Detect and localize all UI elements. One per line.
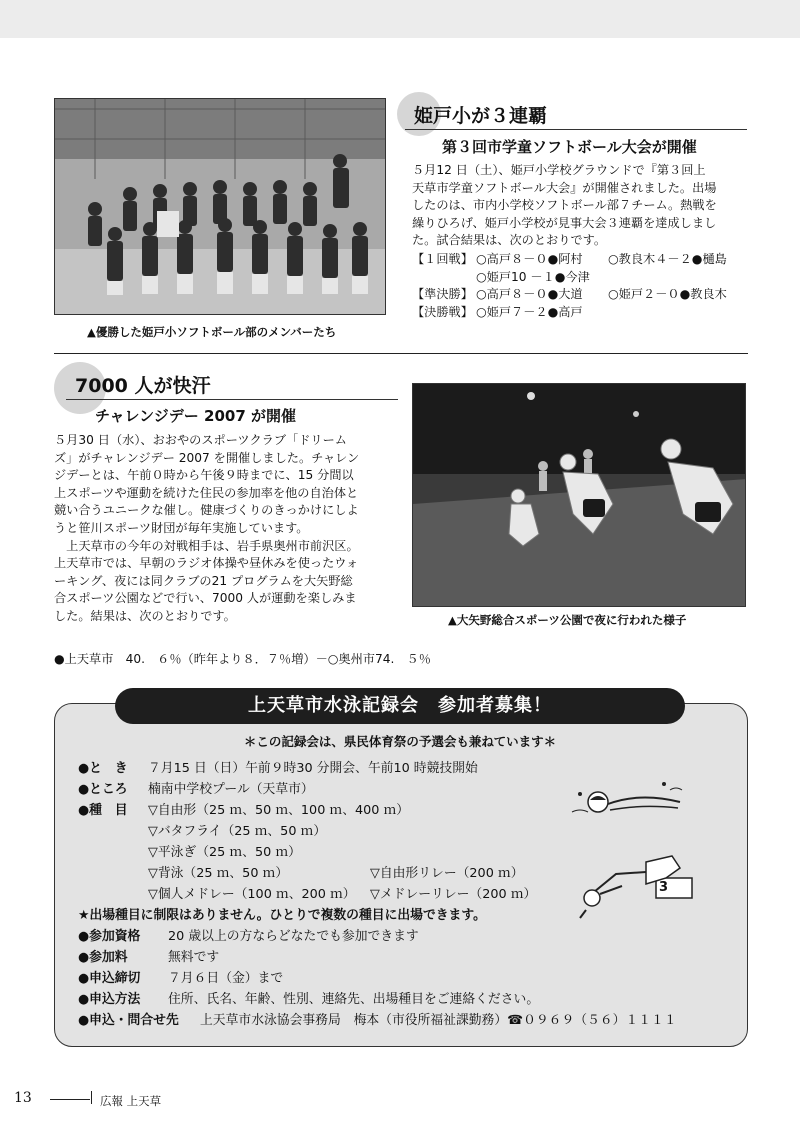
article1-body — [412, 162, 717, 250]
swim-row-value: 楠南中学校プール（天草市） — [148, 782, 314, 797]
article2-body-line: ーキング、夜には同クラブの21 プログラムを大矢野総 — [54, 573, 353, 588]
night-event-photo — [412, 383, 746, 607]
start-block-number: 3 — [659, 880, 669, 895]
swim-row-label: ●参加資格 — [78, 929, 141, 944]
footer-tick — [91, 1091, 92, 1104]
result-match: ○姫戸２－０●教良木 — [608, 287, 727, 302]
swim-row-value: ▽自由形リレー（200 ｍ） — [370, 866, 524, 881]
article1-title-rule — [405, 129, 747, 130]
top-band — [0, 0, 800, 38]
article2-body-line: 合スポーツ公園などで行い、7000 人が運動を楽しみま — [54, 591, 357, 606]
swim-title-banner: 上天草市水泳記録会 参加者募集！ — [115, 688, 685, 724]
swim-row-value: ▽個人メドレー（100 ｍ、200 ｍ） — [148, 887, 356, 902]
team-photo — [54, 98, 386, 315]
result-match: ○姫戸７－２●高戸 — [476, 304, 583, 319]
swim-row-value: ７月６日（金）まで — [168, 971, 284, 986]
article2-body-line: 上天草市の今年の対戦相手は、岩手県奥州市前沢区。 — [54, 538, 359, 553]
article2-body-line: した。結果は、次のとおりです。 — [54, 608, 236, 623]
result-round: 【１回戦】 — [412, 252, 473, 266]
footer-rule — [50, 1099, 90, 1100]
swim-row-label: ●と き — [78, 761, 128, 776]
result-match: ○姫戸10 －１●今津 — [476, 269, 590, 284]
swim-row-label: ●ところ — [78, 782, 128, 797]
article2-body-line: うと笹川スポーツ財団が毎年実施しています。 — [54, 520, 309, 535]
article1-body-line: 繰りひろげ、姫戸小学校が見事大会３連覇を達成しまし — [412, 215, 717, 230]
article1-body-line: 天草市学童ソフトボール大会』が開催されました。出場 — [412, 180, 717, 195]
article2-body — [54, 432, 359, 626]
result-row — [412, 286, 748, 304]
result-round: 【準決勝】 — [412, 287, 473, 302]
swim-row-value: ▽自由形（25 ｍ、50 ｍ、100 ｍ、400 ｍ） — [148, 803, 410, 818]
swim-note: ＊この記録会は、県民体育祭の予選会も兼ねています＊ — [243, 734, 557, 749]
result-round: 【決勝戦】 — [412, 304, 473, 319]
article2-body-line: ズ」がチャレンジデー 2007 を開催しました。チャレン — [54, 450, 360, 465]
article2-subtitle: チャレンジデー 2007 が開催 — [95, 407, 296, 425]
swim-row-value: ▽バタフライ（25 ｍ、50 ｍ） — [148, 824, 327, 839]
result-match: ○教良木４－２●樋島 — [608, 252, 727, 266]
diver-illustration — [576, 852, 701, 924]
swim-row-value: ▽メドレーリレー（200 ｍ） — [370, 887, 537, 902]
swim-row-label: ●参加料 — [78, 950, 128, 965]
article2-body-line: 上スポーツや運動を続けた住民の参加率を他の自治体と — [54, 485, 359, 500]
article1-body-line: た。試合結果は、次のとおりです。 — [412, 233, 607, 248]
swim-row-label: ●申込・問合せ先 — [78, 1013, 179, 1028]
page-number: 13 — [14, 1090, 32, 1106]
article1-body-line: ５月12 日（土）、姫戸小学校グラウンドで『第３回上 — [412, 163, 706, 177]
swim-row-value: ７月15 日（日）午前９時30 分開会、午前10 時競技開始 — [148, 761, 478, 776]
swim-row-label: ●申込締切 — [78, 971, 141, 986]
swim-row-value: 無料です — [168, 950, 220, 965]
article1-title: 姫戸小が３連覇 — [414, 105, 548, 127]
article2-body-line: ジデーとは、午前０時から午後９時までに、15 分間以 — [54, 468, 354, 483]
swim-row-label: ●申込方法 — [78, 992, 141, 1007]
article2-title: 7000 人が快汗 — [75, 375, 211, 397]
swim-row-value: ▽背泳（25 ｍ、50 ｍ） — [148, 866, 289, 881]
article2-body-line: 上天草市では、早朝のラジオ体操や昼休みを使ったウォ — [54, 556, 359, 571]
publication-label: 広報 上天草 — [100, 1094, 162, 1108]
article1-subtitle: 第３回市学童ソフトボール大会が開催 — [442, 138, 697, 156]
result-match: ○高戸８－０●阿村 — [476, 252, 583, 266]
result-row — [412, 304, 748, 322]
result-row — [412, 251, 748, 269]
section-divider — [54, 353, 748, 354]
article1-results — [412, 251, 748, 321]
team-photo-caption: ▲優勝した姫戸小ソフトボール部のメンバーたち — [87, 325, 337, 339]
swim-row-value: 上天草市水泳協会事務局 梅本（市役所福祉課勤務）☎０９６９（５６）１１１１ — [200, 1013, 677, 1028]
swim-notice: ★出場種目に制限はありません。ひとりで複数の種目に出場できます。 — [78, 908, 486, 923]
article1-body-line: したのは、市内小学校ソフトボール部７チーム。熱戦を — [412, 198, 717, 213]
swim-row-value: 20 歳以上の方ならどなたでも参加できます — [168, 929, 419, 944]
swim-row-value: ▽平泳ぎ（25 ｍ、50 ｍ） — [148, 845, 301, 860]
article2-title-rule — [66, 399, 398, 400]
result-row — [412, 269, 748, 287]
article2-body-line: 競い合うユニークな催し。健康づくりのきっかけにしよ — [54, 503, 359, 518]
night-photo-caption: ▲大矢野総合スポーツ公園で夜に行われた様子 — [448, 613, 687, 627]
swim-row-value: 住所、氏名、年齢、性別、連絡先、出場種目をご連絡ください。 — [168, 992, 540, 1007]
swim-row-label: ●種 目 — [78, 803, 128, 818]
article2-result-line: ●上天草市 40. ６％（昨年より８．７％増）－○奥州市74. ５％ — [54, 652, 431, 666]
article2-body-line: ５月30 日（水）、おおやのスポーツクラブ「ドリーム — [54, 433, 347, 447]
result-match: ○高戸８－０●大道 — [476, 287, 583, 302]
swimmer-illustration — [570, 772, 690, 822]
